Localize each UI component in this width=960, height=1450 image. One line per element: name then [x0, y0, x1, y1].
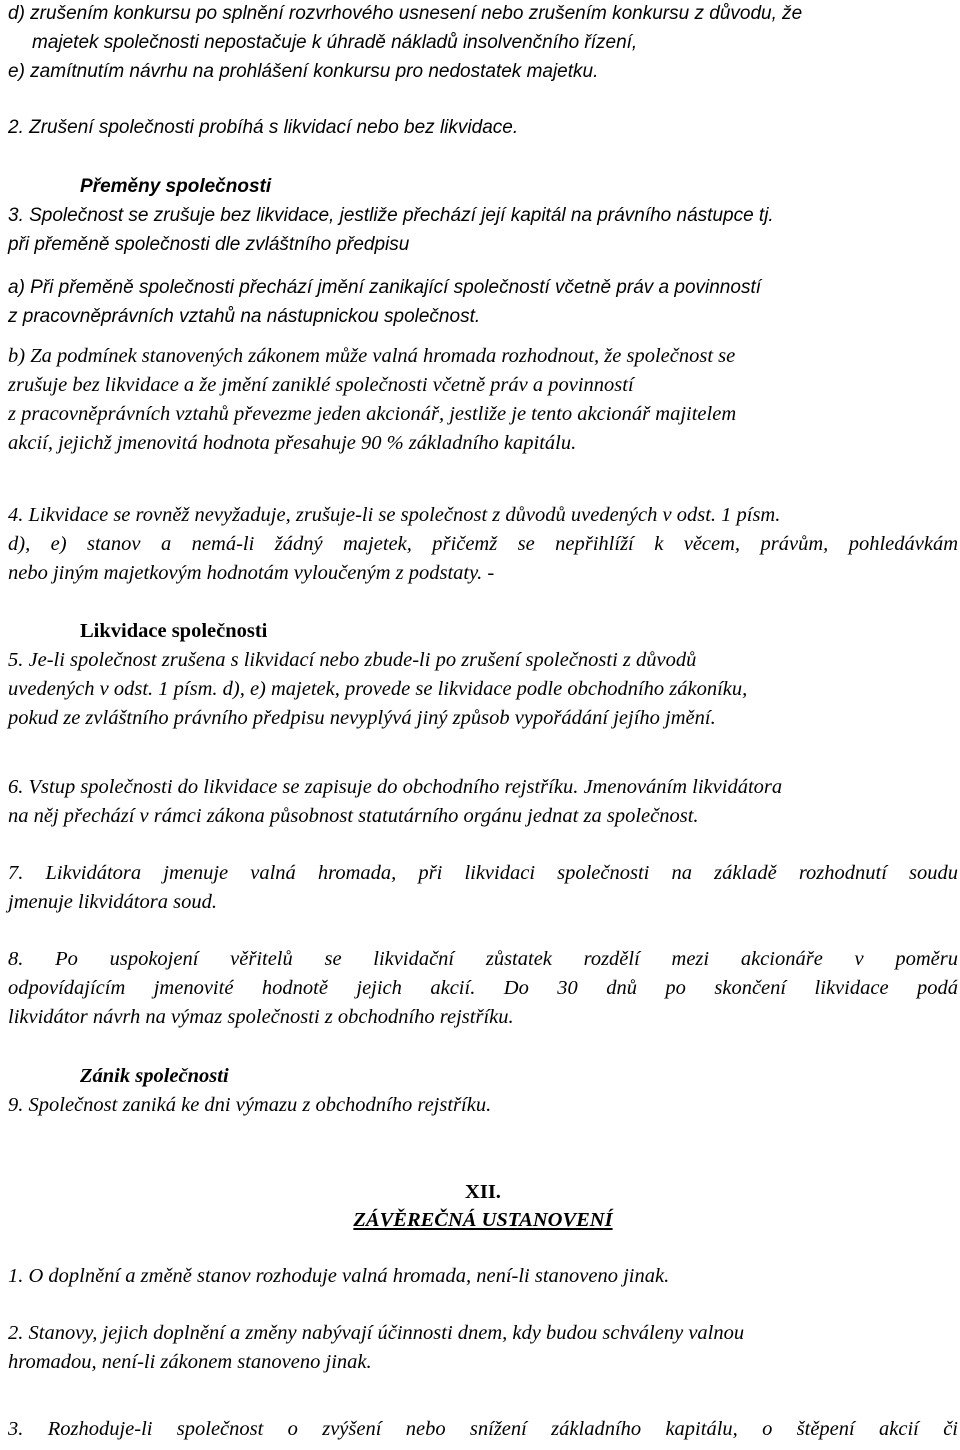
text-line: 2. Zrušení společnosti probíhá s likvidací nebo bez likvidace.: [8, 117, 519, 138]
text-line: akcií, jejichž jmenovitá hodnota přesahuje 90 % základního kapitálu.: [8, 432, 577, 454]
text-line: odpovídajícím jmenovité hodnotě jejich akcií. Do 30 dnů po skončení likvidace podá: [8, 977, 958, 999]
text-line: z pracovněprávních vztahů na nástupnickou společnost.: [8, 306, 481, 327]
text-line: hromadou, není-li zákonem stanoveno jinak.: [8, 1351, 372, 1373]
chapter-title: ZÁVĚREČNÁ USTANOVENÍ: [353, 1209, 613, 1231]
text-line: 3. Rozhoduje-li společnost o zvýšení nebo snížení základního kapitálu, o štěpení akcií či: [8, 1418, 958, 1440]
text-line: 9. Společnost zaniká ke dni výmazu z obchodního rejstříku.: [8, 1094, 492, 1116]
text-line: nebo jiným majetkovým hodnotám vyloučeným z podstaty. -: [8, 562, 495, 584]
chapter-number: XII.: [465, 1181, 501, 1203]
text-line: na něj přechází v rámci zákona působnost statutárního orgánu jednat za společnost.: [8, 805, 699, 827]
text-line: 4. Likvidace se rovněž nevyžaduje, zrušuje-li se společnost z důvodů uvedených v odst. 1 písm.: [8, 504, 781, 526]
text-line: likvidátor návrh na výmaz společnosti z obchodního rejstříku.: [8, 1006, 514, 1028]
text-line: d) zrušením konkursu po splnění rozvrhového usnesení nebo zrušením konkursu z důvodu, že: [8, 3, 803, 24]
text-line: e) zamítnutím návrhu na prohlášení konkursu pro nedostatek majetku.: [8, 61, 599, 82]
text-line: zrušuje bez likvidace a že jmění zaniklé společnosti včetně práv a povinností: [8, 374, 634, 396]
text-line: 2. Stanovy, jejich doplnění a změny nabývají účinnosti dnem, kdy budou schváleny valnou: [8, 1322, 745, 1344]
text-line: 6. Vstup společnosti do likvidace se zapisuje do obchodního rejstříku. Jmenováním likvidátora: [8, 776, 783, 798]
text-line: 8. Po uspokojení věřitelů se likvidační zůstatek rozdělí mezi akcionáře v poměru: [8, 948, 958, 970]
text-line: z pracovněprávních vztahů převezme jeden akcionář, jestliže je tento akcionář majitelem: [8, 403, 737, 425]
section-heading: Přeměny společnosti: [80, 176, 272, 197]
section-heading: Zánik společnosti: [80, 1065, 229, 1087]
text-line: jmenuje likvidátora soud.: [8, 891, 217, 913]
text-line: 7. Likvidátora jmenuje valná hromada, při likvidaci společnosti na základě rozhodnutí soudu: [8, 862, 958, 884]
text-line: pokud ze zvláštního právního předpisu nevyplývá jiný způsob vypořádání jejího jmění.: [8, 707, 716, 729]
text-line: d), e) stanov a nemá-li žádný majetek, přičemž se nepřihlíží k věcem, právům, pohledávkám: [8, 533, 958, 555]
text-line: při přeměně společnosti dle zvláštního předpisu: [8, 234, 410, 255]
text-line: 5. Je-li společnost zrušena s likvidací nebo zbude-li po zrušení společnosti z důvodů: [8, 649, 697, 671]
text-line: b) Za podmínek stanovených zákonem může valná hromada rozhodnout, že společnost se: [8, 345, 736, 367]
text-line: 1. O doplnění a změně stanov rozhoduje valná hromada, není-li stanoveno jinak.: [8, 1265, 670, 1287]
text-line: majetek společnosti nepostačuje k úhradě nákladů insolvenčního řízení,: [32, 32, 638, 53]
text-line: a) Při přeměně společnosti přechází jmění zanikající společností včetně práv a povinností: [8, 277, 761, 298]
text-line: uvedených v odst. 1 písm. d), e) majetek, provede se likvidace podle obchodního zákoníku,: [8, 678, 748, 700]
section-heading: Likvidace společnosti: [80, 620, 268, 642]
text-line: 3. Společnost se zrušuje bez likvidace, jestliže přechází její kapitál na právního nástupce tj.: [8, 205, 774, 226]
